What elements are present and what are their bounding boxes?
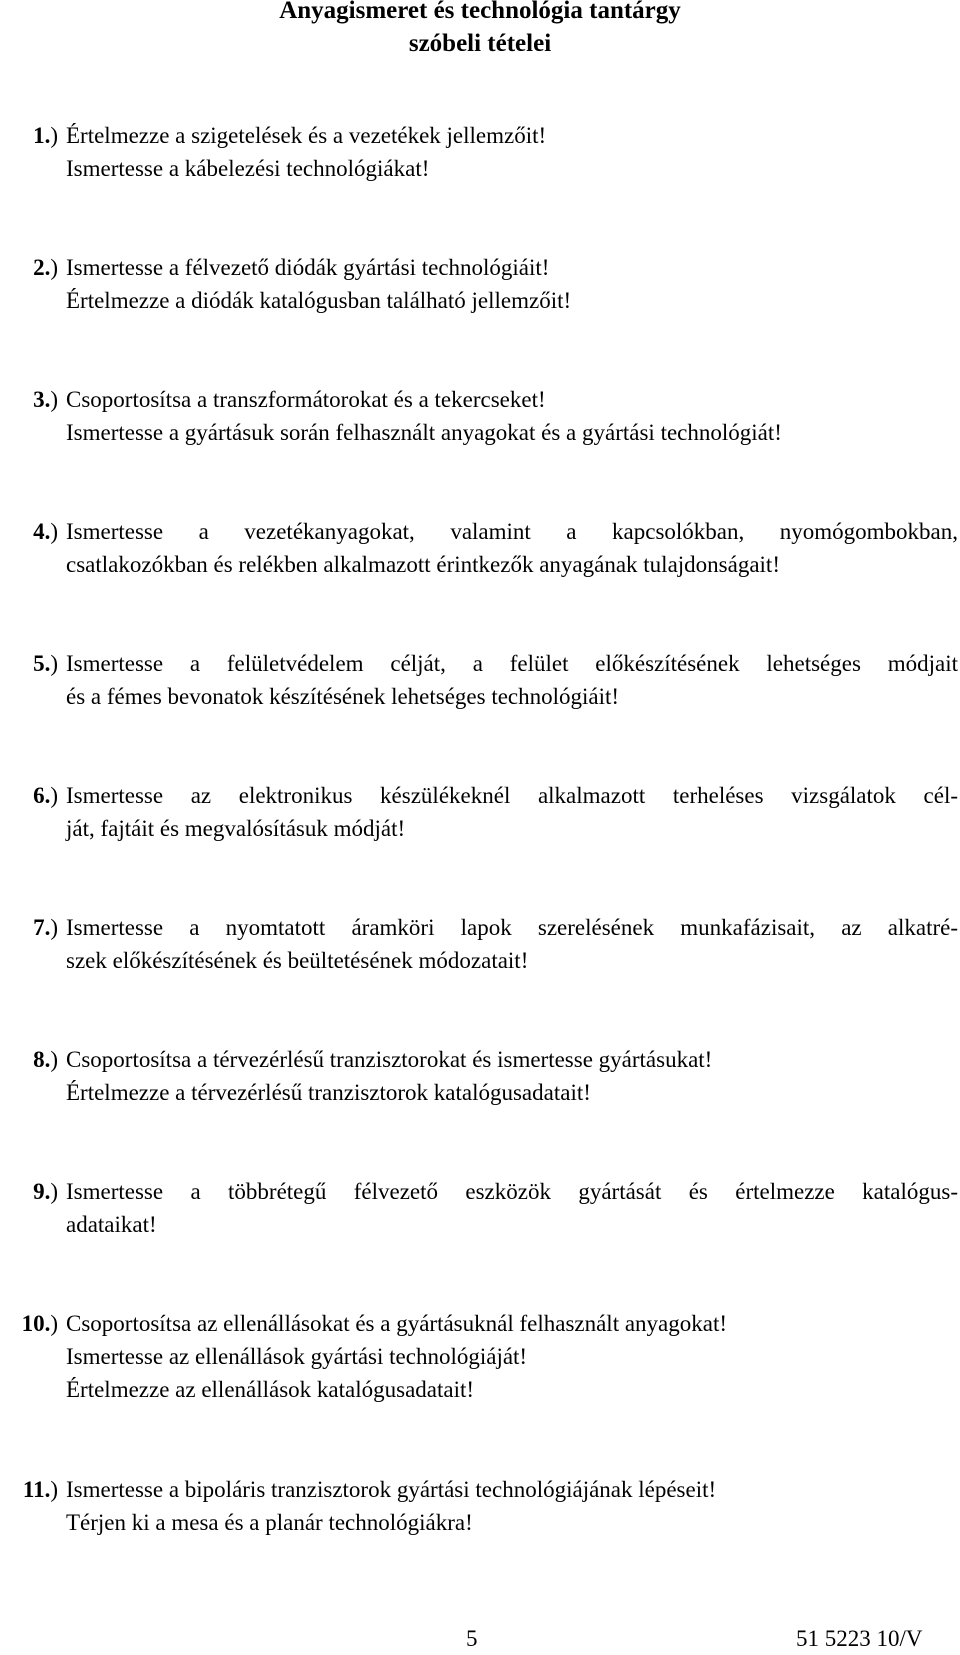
question-text-line: és a fémes bevonatok készítésének lehetséges technológiáit!	[66, 684, 620, 709]
document-title: Anyagismeret és technológia tantárgy	[279, 0, 681, 24]
question-number: 4.)	[33, 519, 58, 544]
question-text-line: ját, fajtáit és megvalósításuk módját!	[66, 816, 406, 841]
question-text-line: Értelmezze a térvezérlésű tranzisztorok katalógusadatait!	[66, 1080, 591, 1105]
question-number: 9.)	[33, 1179, 58, 1204]
question-number: 6.)	[33, 783, 58, 808]
question-text-line: Ismertesse az elektronikus készülékeknél alkalmazott terheléses vizsgálatok cél-	[66, 783, 958, 808]
question-number: 2.)	[33, 255, 58, 280]
question-text-line: Ismertesse a vezetékanyagokat, valamint a kapcsolókban, nyomógombokban,	[66, 519, 958, 544]
document-code: 51 5223 10/V	[796, 1626, 923, 1651]
question-number: 10.)	[21, 1311, 58, 1336]
question-text-line: Csoportosítsa az ellenállásokat és a gyártásuknál felhasznált anyagokat!	[66, 1311, 728, 1336]
question-text-line: Ismertesse a kábelezési technológiákat!	[66, 156, 430, 181]
question-number: 3.)	[33, 387, 58, 412]
question-text-line: csatlakozókban és relékben alkalmazott érintkezők anyagának tulajdonságait!	[66, 552, 780, 577]
question-text-line: szek előkészítésének és beültetésének módozatait!	[66, 948, 529, 973]
question-text-line: Ismertesse a bipoláris tranzisztorok gyártási technológiájának lépéseit!	[66, 1477, 717, 1502]
question-number: 7.)	[33, 915, 58, 940]
question-number: 1.)	[33, 123, 58, 148]
question-text-line: Ismertesse a többrétegű félvezető eszközök gyártását és értelmezze katalógus-	[66, 1179, 958, 1204]
page-number: 5	[466, 1626, 478, 1651]
question-text-line: Ismertesse a félvezető diódák gyártási technológiáit!	[66, 255, 550, 280]
question-number: 5.)	[33, 651, 58, 676]
question-text-line: Ismertesse a felületvédelem célját, a felület előkészítésének lehetséges módjait	[66, 651, 958, 676]
question-number: 8.)	[33, 1047, 58, 1072]
document-subtitle: szóbeli tételei	[408, 30, 552, 57]
question-text-line: adataikat!	[66, 1212, 157, 1237]
question-text-line: Ismertesse a gyártásuk során felhasznált anyagokat és a gyártási technológiát!	[66, 420, 782, 445]
question-text-line: Értelmezze az ellenállások katalógusadatait!	[66, 1377, 475, 1402]
question-text-line: Ismertesse az ellenállások gyártási technológiáját!	[66, 1344, 528, 1369]
question-text-line: Csoportosítsa a transzformátorokat és a tekercseket!	[66, 387, 546, 412]
question-text-line: Térjen ki a mesa és a planár technológiákra!	[66, 1510, 473, 1535]
question-text-line: Értelmezze a diódák katalógusban található jellemzőit!	[66, 288, 572, 313]
question-text-line: Értelmezze a szigetelések és a vezetékek jellemzőit!	[66, 123, 547, 148]
question-text-line: Csoportosítsa a térvezérlésű tranzisztorokat és ismertesse gyártásukat!	[66, 1047, 713, 1072]
question-number: 11.)	[22, 1477, 58, 1502]
question-text-line: Ismertesse a nyomtatott áramköri lapok szerelésének munkafázisait, az alkatré-	[66, 915, 958, 940]
